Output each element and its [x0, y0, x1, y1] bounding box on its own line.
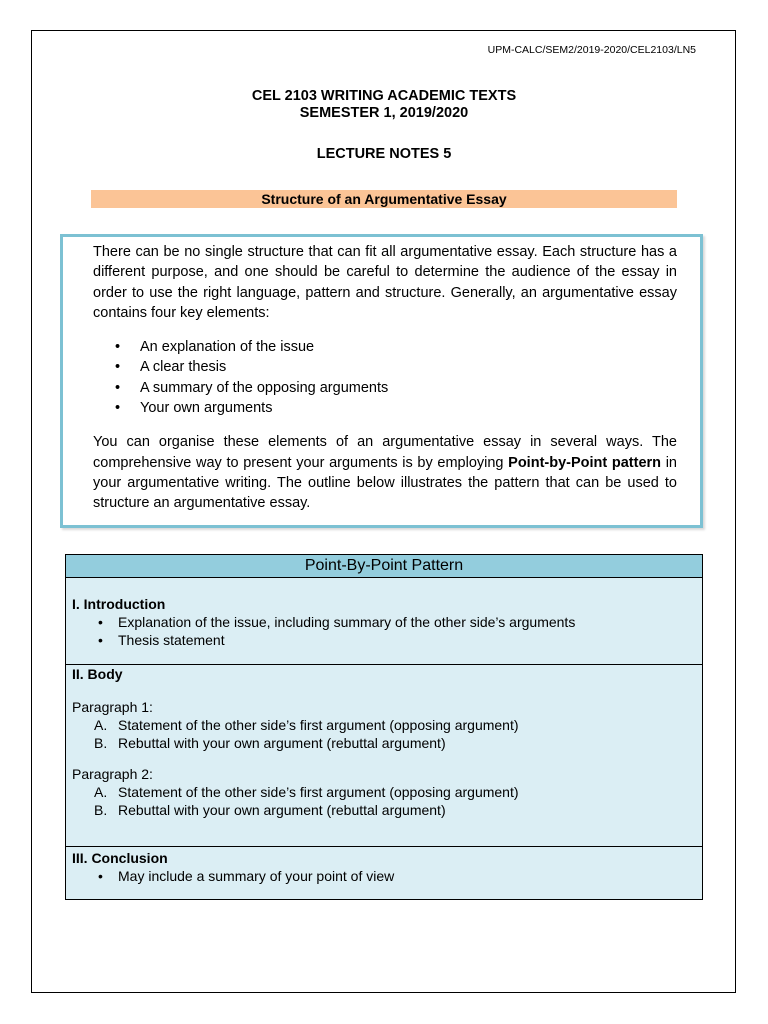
list-item: • Thesis statement [72, 631, 702, 649]
paragraph-2-list [72, 783, 702, 819]
item-text: Statement of the other side’s first argument (opposing argument) [118, 717, 519, 733]
conclusion-heading: III. Conclusion [72, 850, 168, 866]
pattern-title: Point-By-Point Pattern [66, 555, 702, 578]
list-item: • May include a summary of your point of view [72, 867, 702, 885]
list-item: • A summary of the opposing arguments [93, 378, 677, 398]
intro-content [93, 242, 677, 514]
section-banner: Structure of an Argumentative Essay [91, 190, 677, 208]
lecture-title: LECTURE NOTES 5 [316, 146, 452, 162]
course-title: CEL 2103 WRITING ACADEMIC TEXTS [251, 88, 517, 104]
paragraph-1-label: Paragraph 1: [72, 699, 153, 715]
pattern-table [65, 554, 703, 900]
item-marker: B. [94, 735, 108, 751]
intro-paragraph-2 [93, 432, 677, 513]
key-elements-list [93, 337, 677, 418]
intro-paragraph-1: There can be no single structure that can fit all argumentative essay. Each structure has a different purpose, and one should be careful to determine the audience of the essay in order to use the right language, pattern and structure. Generally, an argumentative essay contains four key elements: [93, 244, 677, 321]
pattern-name-bold: Point-by-Point pattern [508, 454, 662, 471]
conclusion-list [72, 867, 702, 885]
document-code: UPM-CALC/SEM2/2019-2020/CEL2103/LN5 [487, 44, 696, 56]
item-marker: A. [94, 717, 108, 733]
item-marker: B. [94, 802, 108, 818]
introduction-section [66, 578, 702, 665]
body-section [66, 665, 702, 847]
introduction-heading: I. Introduction [72, 596, 166, 612]
list-item [72, 783, 702, 801]
item-text: Statement of the other side’s first argument (opposing argument) [118, 784, 519, 800]
introduction-list [72, 613, 702, 649]
body-heading: II. Body [72, 666, 123, 682]
item-text: Rebuttal with your own argument (rebuttal argument) [118, 735, 446, 751]
list-item [72, 801, 702, 819]
intro-paragraph-2-start: You can organise these elements of an argumentative essay in several ways. The comprehensive way to present your arguments is by employing [93, 434, 677, 471]
list-item: • Explanation of the issue, including summary of the other side’s arguments [72, 613, 702, 631]
list-item [72, 734, 702, 752]
paragraph-1-list [72, 716, 702, 752]
intro-box [60, 234, 703, 528]
list-item: • Your own arguments [93, 398, 677, 418]
intro-paragraph-2-end: in your argumentative writing. The outline below illustrates the pattern that can be used to structure an argumentative essay. [93, 454, 677, 512]
item-marker: A. [94, 784, 108, 800]
semester-title: SEMESTER 1, 2019/2020 [299, 105, 469, 121]
paragraph-2-label: Paragraph 2: [72, 766, 153, 782]
list-item: • An explanation of the issue [93, 337, 677, 357]
list-item: • A clear thesis [93, 357, 677, 377]
conclusion-section [66, 847, 702, 885]
item-text: Rebuttal with your own argument (rebuttal argument) [118, 802, 446, 818]
list-item [72, 716, 702, 734]
